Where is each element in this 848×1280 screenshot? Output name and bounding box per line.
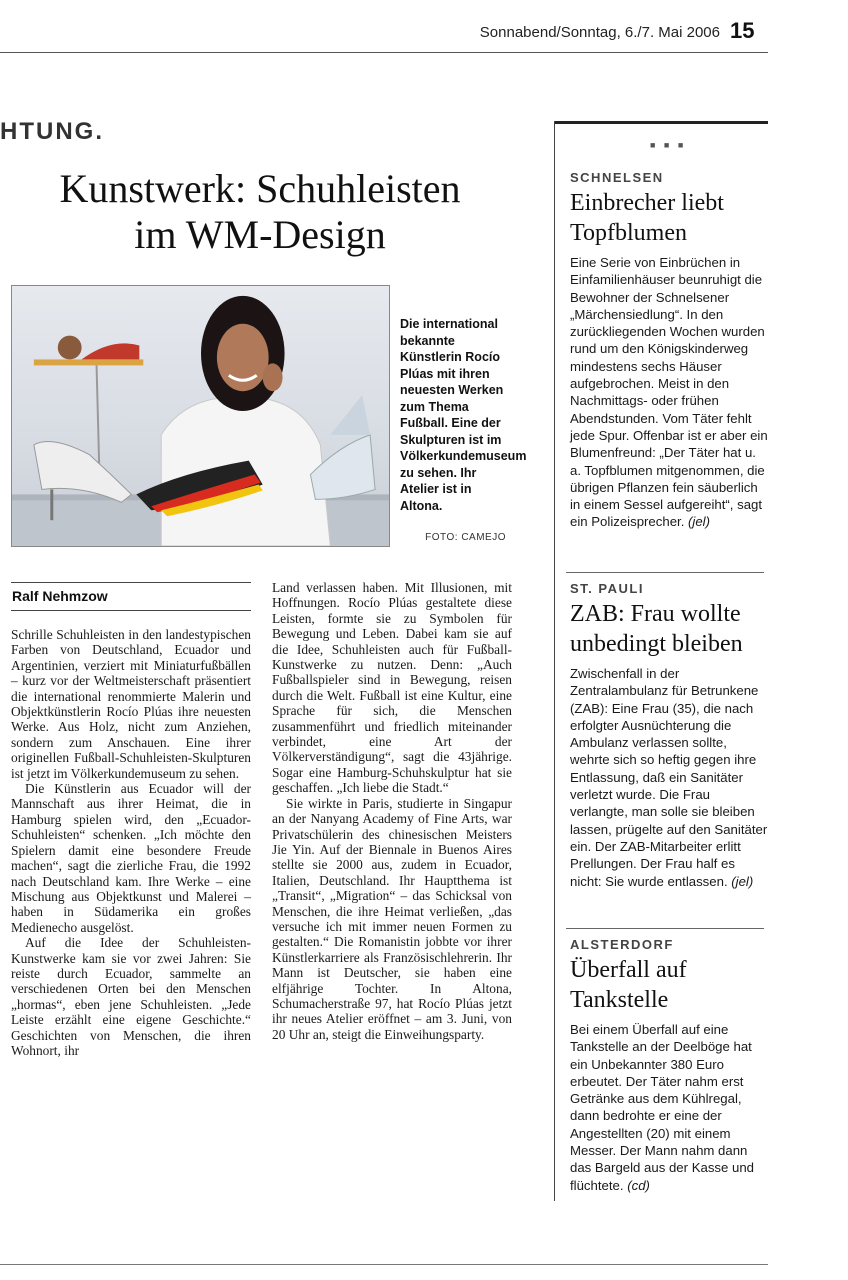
brief-text xyxy=(570,1021,770,1194)
article-column-2 xyxy=(272,580,512,1042)
article-paragraph: Auf die Idee der Schuhleisten-Kunstwerke kam sie vor zwei Jahren: Sie reiste durch Ecuador, sammelte an verschiedenen Orten bei den Menschen „hormas“, eben jene Schuhleisten. „Jede Leiste erzählt eine eigene Geschichte.“ Geschichten von Menschen, die ihren Wohnort, ihr xyxy=(11,935,251,1058)
brief-divider xyxy=(566,928,764,929)
brief-divider xyxy=(566,572,764,573)
headline-line-2: im WM-Design xyxy=(134,212,386,257)
brief-headline: ZAB: Frau wollte unbedingt bleiben xyxy=(570,601,743,657)
section-kicker: HTUNG. xyxy=(0,118,104,145)
article-photo xyxy=(11,285,390,547)
brief-headline: Überfall auf Tankstelle xyxy=(570,957,687,1013)
brief-st-pauli xyxy=(570,581,770,890)
article-paragraph: Land verlassen haben. Mit Illusionen, mit Hoffnungen. Rocío Plúas gestaltete diese Leisten, formte sie zu Symbolen für Bewegung und Leben. Dabei kam sie auf die Idee, Schuhleisten auch für Fußball-Kunstwerke zu nutzen. Denn: „Auch Fußballspieler sind in Bewegung, reisen durch die Welt. Fußball ist eine Kultur, eine Sprache für sich, die Menschen zusammenführt und friedlich miteinander verbindet, eine Art der Völkerverständigung“, sagt die 43jährige. Sogar eine Hamburg-Schuhskulptur hat sie geschaffen. „Ich liebe die Stadt.“ xyxy=(272,580,512,796)
header-divider xyxy=(0,52,768,53)
brief-headline: Einbrecher liebt Topfblumen xyxy=(570,190,724,246)
sidebar-ornament: ■ ■ ■ xyxy=(650,140,687,150)
article-paragraph: Schrille Schuhleisten in den landestypischen Farben von Deutschland, Ecuador und Argentinien, verziert mit Miniaturfußbällen – kurz vor der Weltmeisterschaft präsentiert die international renommierte Malerin und Objektkünstlerin Rocío Plúas ihre neuesten Werke. Aus Holz, nicht zum Anziehen, sondern zum Anschauen. Eine ihrer originellen Fußball-Schuhleisten-Skulpturen ist jetzt im Völkerkundemuseum zu sehen. xyxy=(11,627,251,781)
sidebar-top-rule xyxy=(554,121,768,124)
brief-kicker: ST. PAULI xyxy=(570,581,644,596)
article-headline xyxy=(10,166,510,258)
brief-body: Zwischenfall in der Zentralambulanz für Betrunkene (ZAB): Eine Frau (35), die nach erfolgter Ausnüchterung die Ambulanz verlassen sollte, wehrte sich so heftig gegen ihre Entlassung, daß ein Sanitäter verletzt wurde. Die Frau verlangte, man solle sie bleiben lassen, prügelte auf den Sanitäter ein. Der ZAB-Mitarbeiter erlitt Prellungen. Der Frau half es nicht: Sie wurde entlassen. xyxy=(570,666,768,889)
issue-date: Sonnabend/Sonntag, 6./7. Mai 2006 xyxy=(479,24,720,41)
brief-text xyxy=(570,665,770,890)
article-paragraph: Sie wirkte in Paris, studierte in Singapur an der Nanyang Academy of Fine Arts, war Privatschülerin des chinesischen Meisters Jie Yin. Auf der Biennale in Buenos Aires stellte sie 2000 aus, zudem in Ecuador, Italien, Deutschland. Ihr Hauptthema ist „Transit“, „Migration“ – das Schicksal von Menschen, die ihre Heimat verließen, „das versuche ich mit immer neuen Formen zu gestalten.“ Die Romanistin jobbte vor ihrer Künstlerkarriere als Französischlehrerin. Ihr Mann ist Deutscher, sie haben eine elfjährige Tochter. In Altona, Schumacherstraße 97, hat Rocío Plúas jetzt ihr neues Atelier eröffnet – am 3. Juni, von 20 Uhr an, steigt die Einweihungsparty. xyxy=(272,795,512,1042)
brief-body: Bei einem Überfall auf eine Tankstelle an der Deelböge hat ein Unbekannter 380 Euro erbeutet. Der Täter nahm erst Getränke aus dem Kühlregal, dann bedrohte er eine der Angestellten (20) mit einem Messer. Der Mann nahm dann das Bargeld aus der Kasse und flüchtete. xyxy=(570,1022,755,1193)
brief-body: Eine Serie von Einbrüchen in Einfamilienhäuser beunruhigt die Bewohner der Schnelsener „Märchensiedlung“. In den zurückliegenden Wochen wurden rund um den Königskinderweg mindestens sechs Häuser aufgebrochen. Meist in den Nachmittags- oder frühen Abendstunden. Vom Täter fehlt jede Spur. Offenbar ist er aber ein Blumenfreund: „Der Täter hat u. a. Topfblumen mitgenommen, die übrigen Pflanzen fein säuberlich in einem Sessel aufgereiht“, sagt ein Polizeisprecher. xyxy=(570,255,768,530)
brief-author: (cd) xyxy=(627,1177,650,1193)
article-paragraph: Die Künstlerin aus Ecuador will der Mannschaft aus ihrer Heimat, die in Hamburg spielen wird, den „Ecuador-Schuhleisten“ schenken. „Ich möchte den Spielern damit eine besondere Freude machen“, sagt die zierliche Frau, die 1992 nach Deutschland kam. Ihre Werke – eine Mischung aus Objektkunst und Malerei – haben in Südamerika ein großes Medienecho ausgelöst. xyxy=(11,781,251,935)
author-byline: Ralf Nehmzow xyxy=(12,588,108,604)
sidebar-vertical-rule xyxy=(554,121,555,1201)
photo-caption: Die international bekannte Künstlerin Rocío Plúas mit ihren neuesten Werken zum Thema Fußball. Eine der Skulpturen ist im Völkerkundemuseum zu sehen. Ihr Atelier ist in Altona. xyxy=(400,317,527,513)
page-number: 15 xyxy=(730,18,755,43)
headline-line-1: Kunstwerk: Schuhleisten xyxy=(59,166,461,211)
photo-credit: FOTO: CAMEJO xyxy=(425,532,506,543)
artist-with-sculptures-illustration xyxy=(12,286,389,546)
brief-kicker: SCHNELSEN xyxy=(570,170,664,185)
byline-divider-top xyxy=(11,582,251,583)
brief-schnelsen xyxy=(570,170,770,531)
brief-kicker: ALSTERDORF xyxy=(570,937,674,952)
brief-text xyxy=(570,254,770,531)
brief-author: (jel) xyxy=(731,873,754,889)
article-column-1 xyxy=(11,627,251,1058)
brief-alsterdorf xyxy=(570,937,770,1194)
brief-author: (jel) xyxy=(688,514,711,530)
footer-divider xyxy=(0,1264,768,1265)
byline-divider-bottom xyxy=(11,610,251,611)
